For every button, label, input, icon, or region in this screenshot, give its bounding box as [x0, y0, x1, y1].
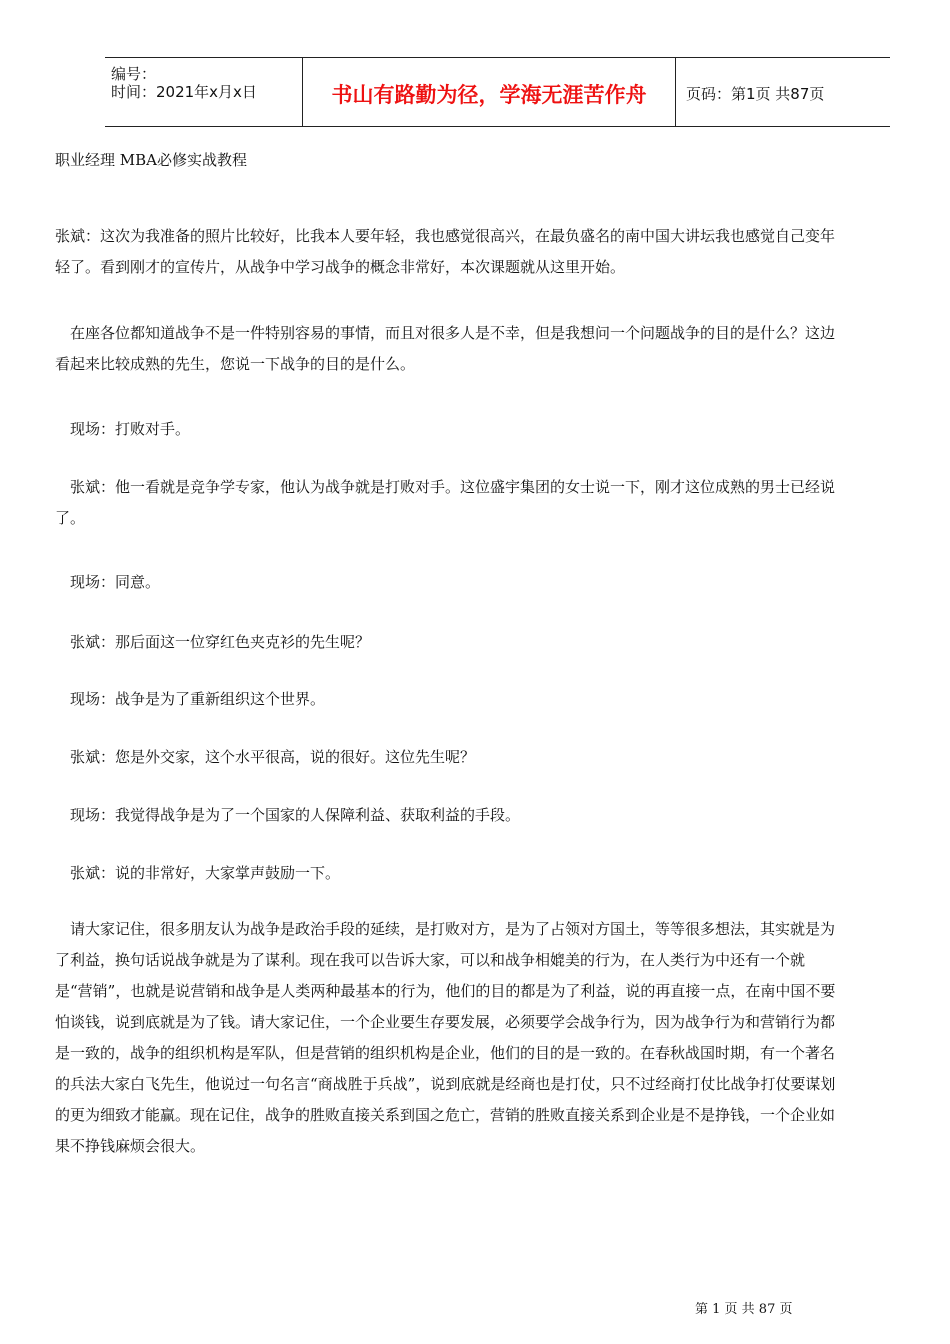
document-title: 职业经理 MBA必修实战教程	[55, 151, 247, 169]
document-header	[105, 57, 890, 127]
motto-text: 书山有路勤为径，学海无涯苦作舟	[331, 83, 647, 107]
page-code: 页码：第1页 共87页	[686, 85, 825, 103]
paragraph: 现场：打败对手。	[70, 420, 191, 438]
paragraph: 张斌：这次为我准备的照片比较好，比我本人要年轻，我也感觉很高兴，在最负盛名的南中国大讲坛我也感觉自己变年轻了。看到刚才的宣传片，从战争中学习战争的概念非常好，本次课题就从这里开始。	[55, 227, 836, 276]
header-page-cell	[676, 58, 890, 126]
page-footer: 第 1 页 共 87 页	[695, 1302, 793, 1317]
paragraph: 在座各位都知道战争不是一件特别容易的事情，而且对很多人是不幸，但是我想问一个问题战争的目的是什么？这边看起来比较成熟的先生，您说一下战争的目的是什么。	[55, 324, 836, 373]
paragraph: 张斌：说的非常好，大家掌声鼓励一下。	[70, 864, 341, 882]
paragraph: 现场：同意。	[70, 573, 161, 591]
paragraph: 现场：战争是为了重新组织这个世界。	[70, 690, 326, 708]
header-motto-cell	[302, 58, 676, 126]
paragraph: 请大家记住，很多朋友认为战争是政治手段的延续，是打败对方，是为了占领对方国土，等等很多想法，其实就是为了利益，换句话说战争就是为了谋利。现在我可以告诉大家，可以和战争相媲美的行为，在人类行为中还有一个就是“营销”，也就是说营销和战争是人类两种最基本的行为，他们的目的都是为了利益，说的再直接一点，在南中国不要怕谈钱，说到底就是为了钱。请大家记住，一个企业要生存要发展，必须要学会战争行为，因为战争行为和营销行为都是一致的，战争的组织机构是军队，但是营销的组织机构是企业，他们的目的是一致的。在春秋战国时期，有一个著名的兵法大家白飞先生，他说过一句名言“商战胜于兵战”，说到底就是经商也是打仗，只不过经商打仗比战争打仗要谋划的更为细致才能赢。现在记住，战争的胜败直接关系到国之危亡，营销的胜败直接关系到企业是不是挣钱，一个企业如果不挣钱麻烦会很大。	[55, 920, 836, 1155]
paragraph: 张斌：那后面这一位穿红色夹克衫的先生呢？	[70, 633, 371, 651]
paragraph: 张斌：他一看就是竞争学专家，他认为战争就是打败对手。这位盛宇集团的女士说一下，刚才这位成熟的男士已经说了。	[55, 478, 836, 527]
paragraph: 张斌：您是外交家，这个水平很高，说的很好。这位先生呢？	[70, 748, 476, 766]
paragraph: 现场：我觉得战争是为了一个国家的人保障利益、获取利益的手段。	[70, 806, 521, 824]
number-label: 编号：	[111, 65, 157, 83]
header-info-cell	[105, 58, 302, 126]
date-label: 时间：2021年x月x日	[111, 83, 257, 101]
